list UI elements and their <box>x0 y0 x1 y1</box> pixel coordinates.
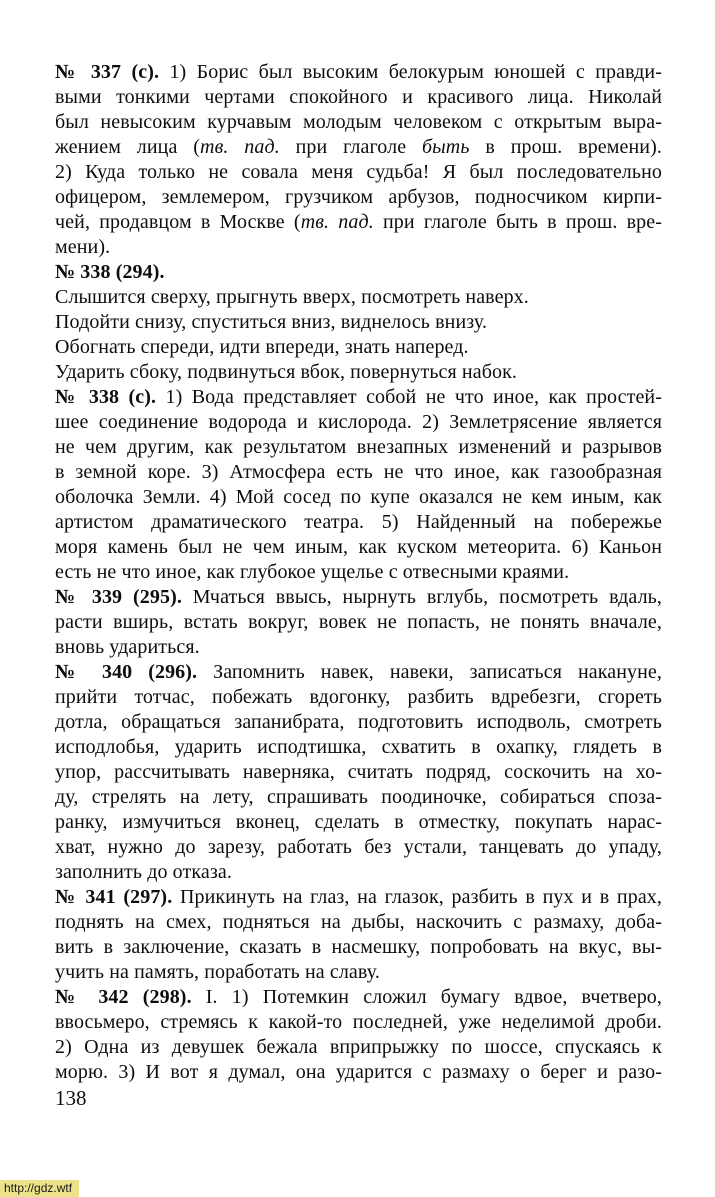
text-line <box>55 260 662 285</box>
text-run: поднять на смех, подняться на дыбы, наскочить с размаху, доба- <box>55 911 662 933</box>
grammar-note: тв. пад. <box>300 211 374 233</box>
text-run: ду, стрелять на лету, спрашивать поодиночке, собираться споза- <box>55 786 662 808</box>
text-line <box>55 835 662 860</box>
text-line <box>55 910 662 935</box>
text-line <box>55 660 662 685</box>
paragraph <box>55 660 662 885</box>
text-line <box>55 735 662 760</box>
text-line <box>55 635 662 660</box>
text-run: морю. 3) И вот я думал, она ударится с размаху о берег и разо- <box>55 1061 662 1083</box>
text-run: 1) Борис был высоким белокурым юношей с правди- <box>159 61 662 83</box>
text-run: шее соединение водорода и кислорода. 2) Землетрясение является <box>55 411 662 433</box>
text-run: расти вширь, встать вокруг, вовек не попасть, не понять вначале, <box>55 611 662 633</box>
text-line <box>55 185 662 210</box>
text-line <box>55 460 662 485</box>
text-run: офицером, землемером, грузчиком арбузов, подносчиком кирпи- <box>55 186 662 208</box>
text-line <box>55 210 662 235</box>
paragraph <box>55 885 662 985</box>
text-run: Обогнать спереди, идти впереди, знать наперед. <box>55 336 469 358</box>
text-run: в прош. времени). <box>469 136 662 158</box>
text-line <box>55 160 662 185</box>
text-line <box>55 585 662 610</box>
text-line <box>55 1060 662 1085</box>
text-run: дотла, обращаться запанибрата, подготовить исподволь, смотреть <box>55 711 662 733</box>
text-run: учить на память, поработать на славу. <box>55 961 380 983</box>
text-line <box>55 685 662 710</box>
exercise-number: № 340 (296). <box>55 661 198 683</box>
text-line <box>55 885 662 910</box>
exercise-number: № 338 (с). <box>55 386 157 408</box>
paragraph <box>55 60 662 260</box>
text-run: заполнить до отказа. <box>55 861 232 883</box>
text-line <box>55 560 662 585</box>
exercise-number: № 339 (295). <box>55 586 182 608</box>
text-run: 2) Одна из девушек бежала вприпрыжку по шоссе, спускаясь к <box>55 1036 662 1058</box>
exercise-number: № 338 (294). <box>55 261 165 283</box>
text-run: в земной коре. 3) Атмосфера есть не что иное, как газообразная <box>55 461 662 483</box>
text-line <box>55 360 662 385</box>
text-line <box>55 510 662 535</box>
text-run: есть не что иное, как глубокое ущелье с отвесными краями. <box>55 561 570 583</box>
text-run: Слышится сверху, прыгнуть вверх, посмотреть наверх. <box>55 286 529 308</box>
text-run: жением лица ( <box>55 136 201 158</box>
text-run: артистом драматического театра. 5) Найденный на побережье <box>55 511 662 533</box>
grammar-note: быть <box>422 136 470 158</box>
text-line <box>55 310 662 335</box>
text-line <box>55 235 662 260</box>
text-line <box>55 810 662 835</box>
text-run: выми тонкими чертами спокойного и красивого лица. Николай <box>55 86 662 108</box>
text-line <box>55 760 662 785</box>
text-line <box>55 485 662 510</box>
text-run: Подойти снизу, спуститься вниз, виднелось внизу. <box>55 311 488 333</box>
text-line <box>55 60 662 85</box>
text-run: прийти тотчас, побежать вдогонку, разбить вдребезги, сгореть <box>55 686 662 708</box>
exercise-number: № 342 (298). <box>55 986 192 1008</box>
text-run: мени). <box>55 236 111 258</box>
text-run: Прикинуть на глаз, на глазок, разбить в пух и в прах, <box>172 886 662 908</box>
text-run: не чем другим, как результатом внезапных изменений и разрывов <box>55 436 662 458</box>
text-run: был невысоким курчавым молодым человеком с открытым выра- <box>55 111 662 133</box>
text-run: при глаголе <box>279 136 422 158</box>
text-run: чей, продавцом в Москве ( <box>55 211 301 233</box>
text-line <box>55 285 662 310</box>
text-line <box>55 610 662 635</box>
text-line <box>55 135 662 160</box>
text-line <box>55 410 662 435</box>
text-run: ввосьмеро, стремясь к какой-то последней, уже неделимой дроби. <box>55 1011 662 1033</box>
page-number: 138 <box>55 1086 87 1110</box>
text-run: упор, рассчитывать наверняка, считать подряд, соскочить на хо- <box>55 761 662 783</box>
text-run: исподлобья, ударить исподтишка, схватить в охапку, глядеть в <box>55 736 662 758</box>
status-bar-link-tooltip: http://gdz.wtf <box>0 1180 79 1197</box>
paragraph <box>55 585 662 660</box>
text-line <box>55 335 662 360</box>
text-line <box>55 785 662 810</box>
text-run: ранку, измучиться вконец, сделать в отместку, покупать нарас- <box>55 811 662 833</box>
text-run: вновь удариться. <box>55 636 200 658</box>
text-run: при глаголе быть в прош. вре- <box>373 211 662 233</box>
text-run: Запомнить навек, навеки, записаться накануне, <box>197 661 662 683</box>
text-line <box>55 435 662 460</box>
grammar-note: тв. пад. <box>200 136 280 158</box>
paragraph <box>55 260 662 385</box>
text-line <box>55 385 662 410</box>
paragraph <box>55 385 662 585</box>
text-line <box>55 1010 662 1035</box>
text-line <box>55 110 662 135</box>
text-run: Мчаться ввысь, нырнуть вглубь, посмотреть вдаль, <box>181 586 662 608</box>
exercise-number: № 337 (с). <box>55 61 160 83</box>
text-run: 1) Вода представляет собой не что иное, как простей- <box>156 386 662 408</box>
text-line <box>55 710 662 735</box>
text-line <box>55 935 662 960</box>
text-line <box>55 535 662 560</box>
text-line <box>55 860 662 885</box>
exercise-number: № 341 (297). <box>55 886 173 908</box>
text-line <box>55 985 662 1010</box>
text-line <box>55 85 662 110</box>
text-run: Ударить сбоку, подвинуться вбок, повернуться набок. <box>55 361 517 383</box>
text-run: 2) Куда только не совала меня судьба! Я был последовательно <box>55 161 662 183</box>
text-line <box>55 1035 662 1060</box>
text-run: I. 1) Потемкин сложил бумагу вдвое, вчетверо, <box>191 986 662 1008</box>
text-run: хват, нужно до зарезу, работать без устали, танцевать до упаду, <box>55 836 662 858</box>
text-run: моря камень был не чем иным, как куском метеорита. 6) Каньон <box>55 536 662 558</box>
paragraph <box>55 985 662 1085</box>
text-line <box>55 960 662 985</box>
text-run: оболочка Земли. 4) Мой сосед по купе оказался не кем иным, как <box>55 486 662 508</box>
text-run: вить в заключение, сказать в насмешку, попробовать на вкус, вы- <box>55 936 662 958</box>
document-text <box>55 60 662 1085</box>
